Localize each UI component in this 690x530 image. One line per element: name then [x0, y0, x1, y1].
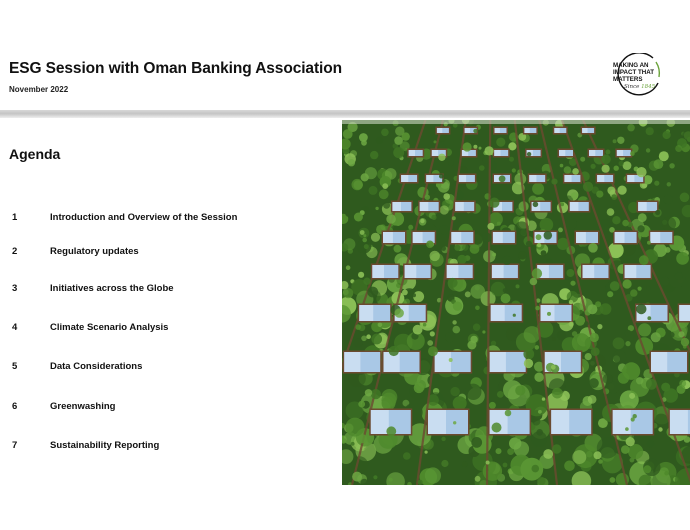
agenda-heading: Agenda	[9, 146, 61, 162]
agenda-item-number: 4	[12, 322, 18, 333]
agenda-item-label: Climate Scenario Analysis	[50, 322, 169, 333]
logo-signature	[624, 84, 655, 90]
agenda-item-label: Sustainability Reporting	[50, 440, 160, 451]
agenda-list	[0, 0, 340, 530]
agenda-item-label: Initiatives across the Globe	[50, 283, 174, 294]
agenda-item-label: Regulatory updates	[50, 246, 139, 257]
company-logo	[612, 53, 664, 99]
vertical-garden-image	[342, 120, 690, 485]
agenda-item	[0, 401, 340, 417]
agenda-item-number: 7	[12, 440, 18, 451]
agenda-item-number: 3	[12, 283, 18, 294]
agenda-item	[0, 246, 340, 262]
slide-date: November 2022	[9, 85, 69, 94]
logo-tagline: MAKING AN IMPACT THAT MATTERS	[613, 62, 655, 83]
agenda-item-number: 6	[12, 401, 18, 412]
slide-title: ESG Session with Oman Banking Association	[9, 60, 342, 77]
agenda-item-number: 1	[12, 212, 18, 223]
agenda-item-label: Introduction and Overview of the Session	[50, 212, 238, 223]
agenda-item	[0, 440, 340, 456]
logo-signature-year: 1845	[641, 84, 656, 90]
green-building-photo	[342, 120, 690, 485]
agenda-item	[0, 212, 340, 228]
agenda-item	[0, 283, 340, 299]
agenda-item-label: Data Considerations	[50, 361, 143, 372]
logo-signature-word: Since	[624, 84, 640, 90]
agenda-item-number: 5	[12, 361, 18, 372]
agenda-item-label: Greenwashing	[50, 401, 116, 412]
agenda-item-number: 2	[12, 246, 18, 257]
agenda-item	[0, 322, 340, 338]
agenda-item	[0, 361, 340, 377]
